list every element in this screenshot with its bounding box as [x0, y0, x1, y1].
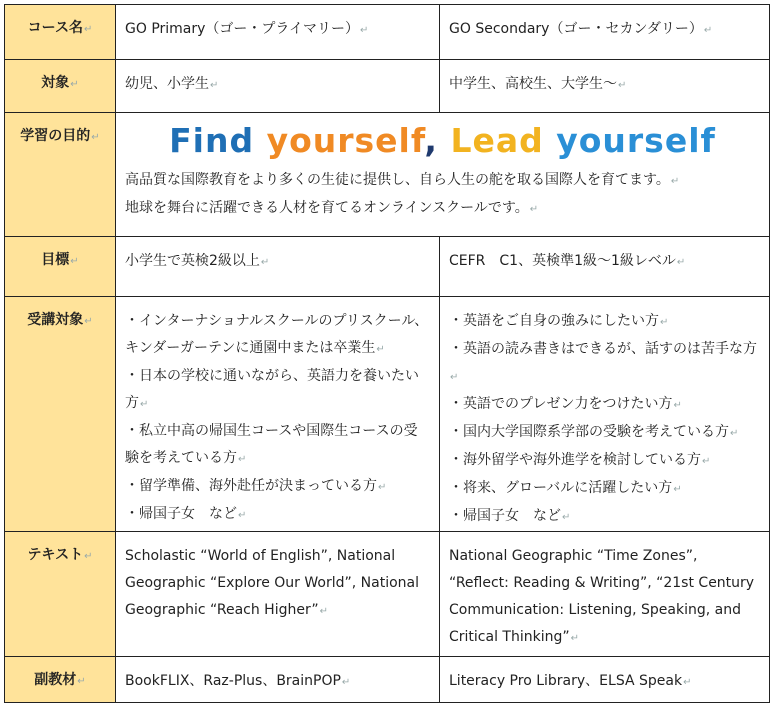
- label-goal: 目標↵: [5, 237, 116, 297]
- list-item: ・英語をご自身の強みにしたい方↵: [449, 313, 669, 329]
- list-item: ・留学準備、海外赴任が決まっている方↵: [125, 478, 387, 494]
- label-supplementary: 副教材↵: [5, 657, 116, 703]
- course-name-secondary: GO Secondary（ゴー・セカンダリー）↵: [440, 5, 770, 60]
- audience-secondary: [440, 297, 770, 532]
- label-textbook: テキスト↵: [5, 532, 116, 657]
- list-item: ・将来、グローバルに活躍したい方↵: [449, 480, 682, 496]
- list-item: ・帰国子女 など↵: [125, 506, 247, 522]
- list-item: ・海外留学や海外進学を検討している方↵: [449, 452, 711, 468]
- target-primary: 幼児、小学生↵: [116, 60, 440, 113]
- row-purpose: [5, 113, 770, 237]
- course-comparison-table: [4, 4, 770, 703]
- row-goal: [5, 237, 770, 297]
- row-course-name: [5, 5, 770, 60]
- target-secondary: 中学生、高校生、大学生～↵: [440, 60, 770, 113]
- supplementary-secondary: Literacy Pro Library、ELSA Speak↵: [440, 657, 770, 703]
- audience-primary: [116, 297, 440, 532]
- label-audience: 受講対象↵: [5, 297, 116, 532]
- list-item: ・英語の読み書きはできるが、話すのは苦手な方↵: [449, 341, 757, 383]
- slogan-word: Find: [169, 121, 267, 160]
- slogan-word: yourself: [266, 121, 425, 160]
- label-course-name: コース名↵: [5, 5, 116, 60]
- goal-secondary: CEFR C1、英検準1級～1級レベル↵: [440, 237, 770, 297]
- list-item: ・英語でのプレゼン力をつけたい方↵: [449, 396, 682, 412]
- slogan-logo: [116, 121, 769, 161]
- label-purpose: 学習の目的↵: [5, 113, 116, 237]
- goal-primary: 小学生で英検2級以上↵: [116, 237, 440, 297]
- row-textbook: [5, 532, 770, 657]
- supplementary-primary: BookFLIX、Raz-Plus、BrainPOP↵: [116, 657, 440, 703]
- purpose-line-1: 高品質な国際教育をより多くの生徒に提供し、自ら人生の舵を取る国際人を育てます。↵: [125, 172, 680, 188]
- purpose-cell: [116, 113, 770, 237]
- list-item: ・国内大学国際系学部の受験を考えている方↵: [449, 424, 739, 440]
- textbook-primary: Scholastic “World of English”, National Geographic “Explore Our World”, National Geographic “Reach Higher”↵: [116, 532, 440, 657]
- list-item: ・インターナショナルスクールのプリスクール、キンダーガーテンに通園中または卒業生↵: [125, 313, 429, 356]
- slogan-word: Lead: [450, 121, 557, 160]
- slogan-word: ,: [424, 121, 451, 160]
- list-item: ・私立中高の帰国生コースや国際生コースの受験を考えている方↵: [125, 423, 418, 466]
- row-supplementary: [5, 657, 770, 703]
- slogan-word: yourself: [556, 121, 716, 160]
- row-audience: [5, 297, 770, 532]
- list-item: ・帰国子女 など↵: [449, 508, 571, 524]
- label-target: 対象↵: [5, 60, 116, 113]
- purpose-line-2: 地球を舞台に活躍できる人材を育てるオンラインスクールです。↵: [125, 200, 539, 216]
- list-item: ・日本の学校に通いながら、英語力を養いたい方↵: [125, 368, 419, 411]
- course-name-primary: GO Primary（ゴー・プライマリー）↵: [116, 5, 440, 60]
- row-target: [5, 60, 770, 113]
- textbook-secondary: National Geographic “Time Zones”, “Reflect: Reading & Writing”, “21st Century Communication: Listening, Speaking, and Critical Thinking”↵: [440, 532, 770, 657]
